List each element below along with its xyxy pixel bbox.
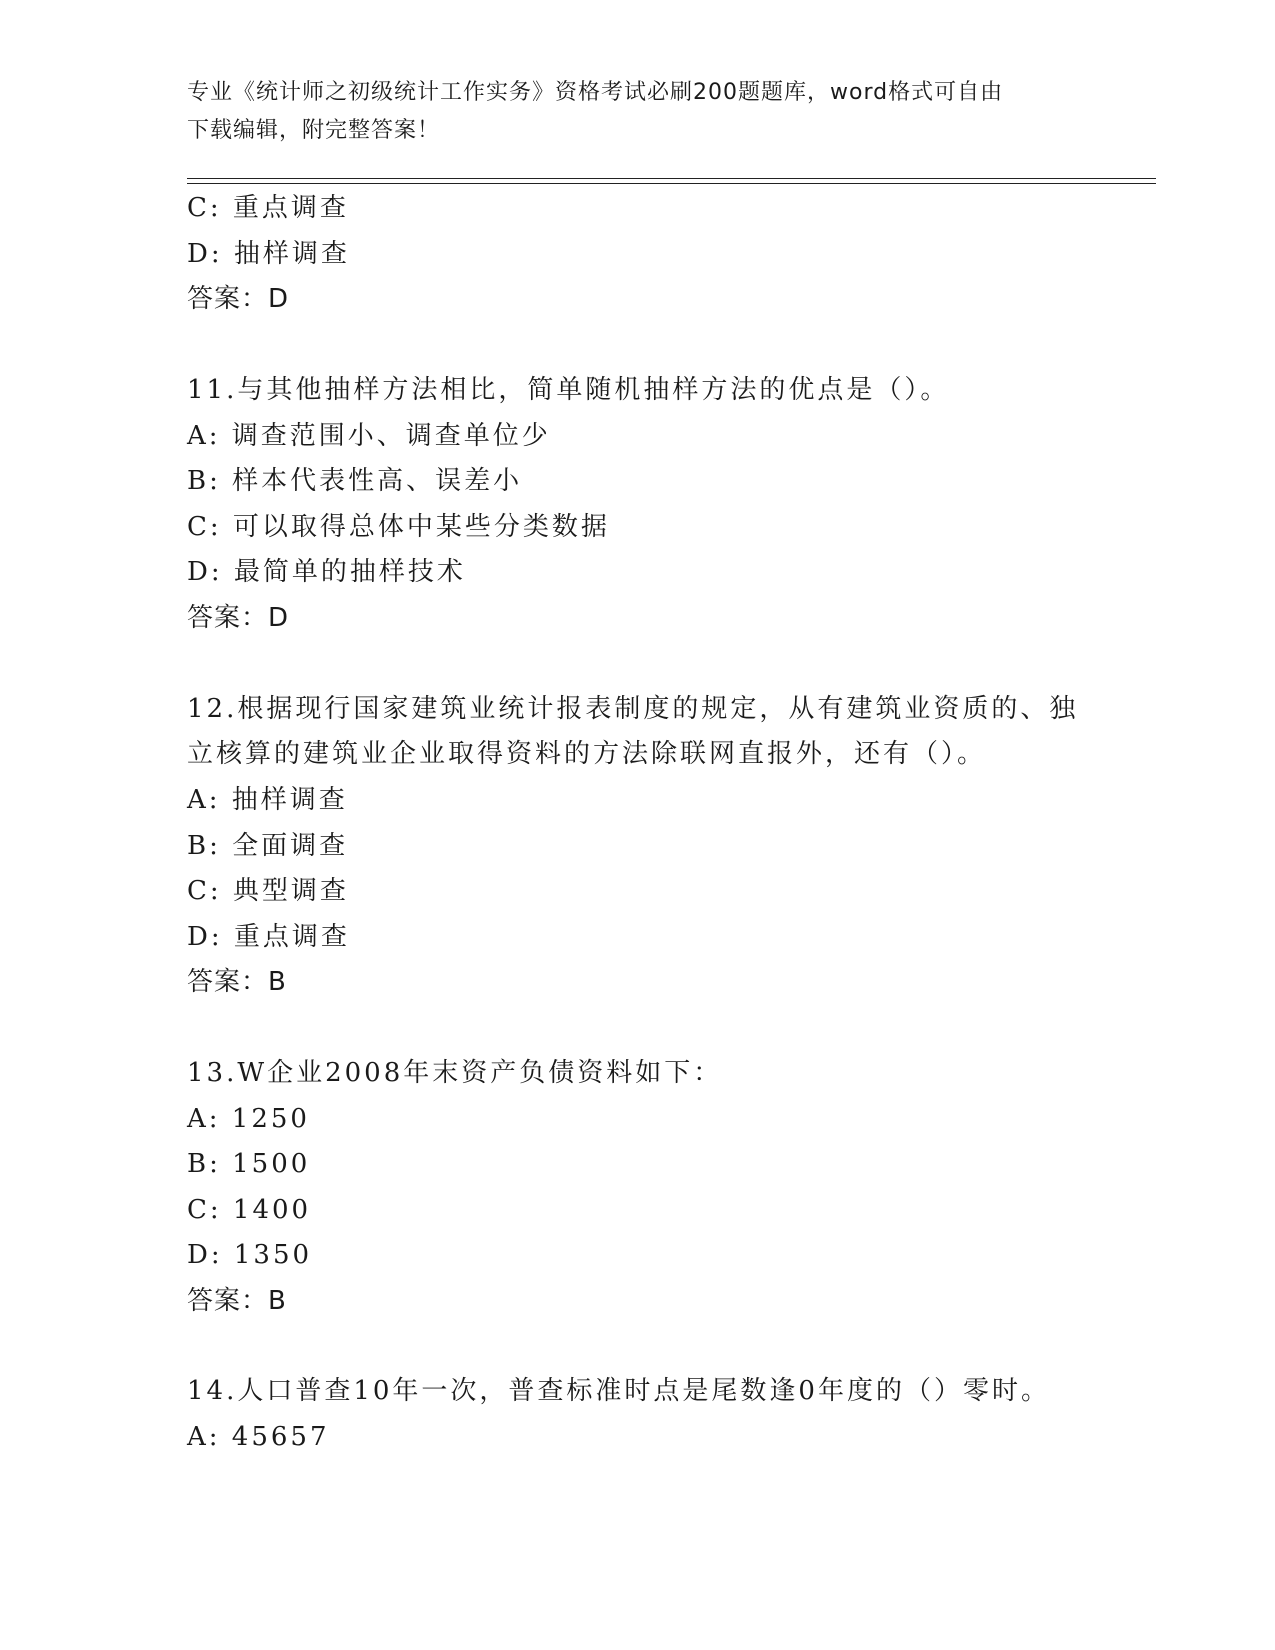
q14-option-a: A: 45657 bbox=[187, 1422, 330, 1452]
q12-option-a: A: 抽样调查 bbox=[187, 785, 348, 815]
header-rule-bottom bbox=[187, 183, 1156, 184]
q13-option-c: C: 1400 bbox=[187, 1195, 312, 1225]
q10-answer: 答案：D bbox=[187, 284, 290, 314]
q10-option-c: C: 重点调查 bbox=[187, 193, 349, 223]
header-line-2: 下载编辑，附完整答案！ bbox=[187, 118, 441, 143]
header-rule-top bbox=[187, 178, 1156, 179]
q10-option-d: D: 抽样调查 bbox=[187, 239, 350, 269]
q13-option-a: A: 1250 bbox=[187, 1104, 310, 1134]
q12-option-b: B: 全面调查 bbox=[187, 831, 349, 861]
q13-question: 13.W企业2008年末资产负债资料如下： bbox=[187, 1058, 723, 1088]
q12-option-d: D: 重点调查 bbox=[187, 922, 350, 952]
q12-question-line-1: 12.根据现行国家建筑业统计报表制度的规定，从有建筑业资质的、独 bbox=[187, 694, 1079, 724]
q12-answer: 答案：B bbox=[187, 967, 287, 997]
q14-question: 14.人口普查10年一次，普查标准时点是尾数逢0年度的（）零时。 bbox=[187, 1376, 1050, 1406]
q13-option-b: B: 1500 bbox=[187, 1149, 311, 1179]
q11-question: 11.与其他抽样方法相比，简单随机抽样方法的优点是（）。 bbox=[187, 375, 950, 405]
q12-option-c: C: 典型调查 bbox=[187, 876, 349, 906]
header-line-1: 专业《统计师之初级统计工作实务》资格考试必刷200题题库，word格式可自由 bbox=[187, 80, 1004, 105]
q12-question-line-2: 立核算的建筑业企业取得资料的方法除联网直报外，还有（）。 bbox=[187, 739, 987, 769]
q13-option-d: D: 1350 bbox=[187, 1240, 313, 1270]
q11-option-c: C: 可以取得总体中某些分类数据 bbox=[187, 512, 610, 542]
document-header bbox=[187, 74, 1067, 150]
q11-option-a: A: 调查范围小、调查单位少 bbox=[187, 421, 551, 451]
q11-answer: 答案：D bbox=[187, 603, 290, 633]
q11-option-d: D: 最简单的抽样技术 bbox=[187, 557, 466, 587]
q13-answer: 答案：B bbox=[187, 1286, 287, 1316]
q11-option-b: B: 样本代表性高、误差小 bbox=[187, 466, 523, 496]
